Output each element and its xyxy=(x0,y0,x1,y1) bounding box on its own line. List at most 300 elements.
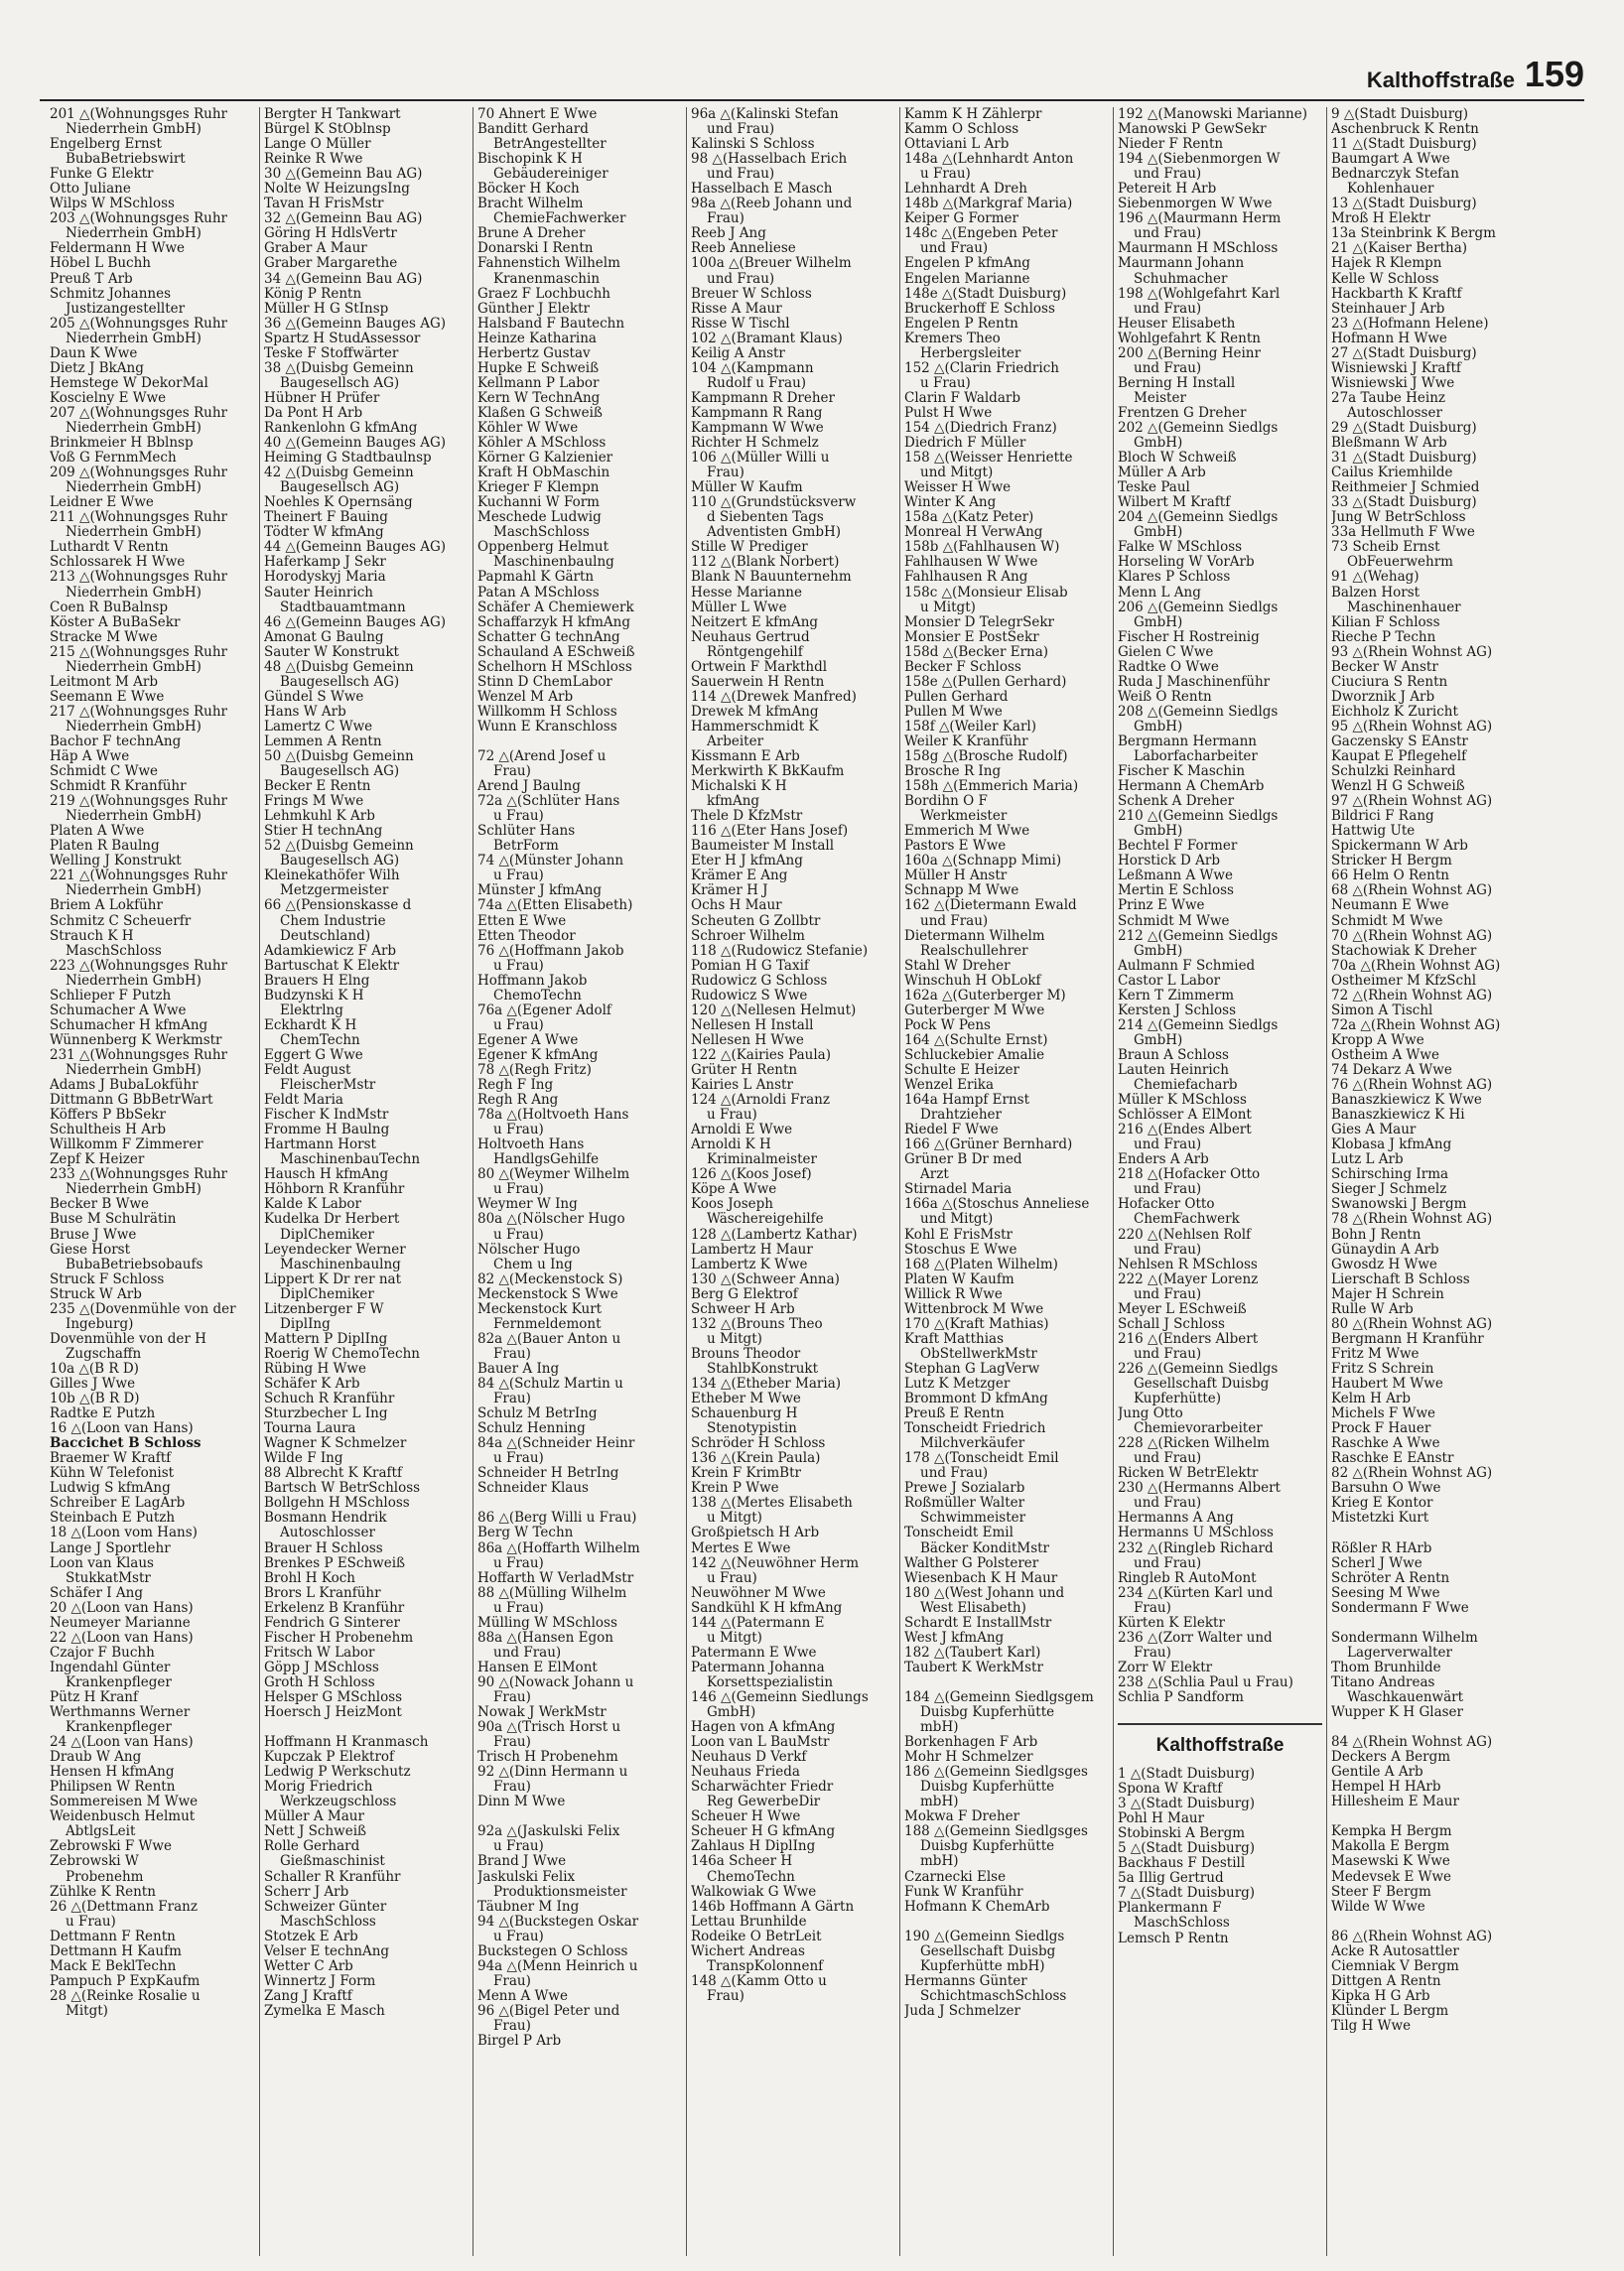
directory-entry: Metzgermeister xyxy=(280,883,389,899)
directory-entry: 206 △(Gemeinn Siedlgs xyxy=(1118,600,1279,615)
directory-entry: Donarski I Rentn xyxy=(477,241,594,257)
directory-entry: Baccichet B Schloss xyxy=(50,1436,202,1452)
directory-entry: Hoffarth W VerladMstr xyxy=(477,1570,634,1586)
directory-entry: Fahnenstich Wilhelm xyxy=(477,256,620,272)
directory-entry: Schäfer A Chemiewerk xyxy=(477,600,634,615)
directory-entry: Fendrich G Sinterer xyxy=(264,1615,400,1631)
directory-entry: Autoschlosser xyxy=(1347,405,1442,421)
directory-entry: ObFeuerwehrm xyxy=(1347,555,1453,571)
directory-entry: u Frau) xyxy=(493,1227,544,1243)
directory-entry: Reeb J Ang xyxy=(691,226,766,242)
directory-entry: und Frau) xyxy=(1134,360,1202,376)
directory-entry: Eggert G Wwe xyxy=(264,1047,363,1063)
directory-entry: Prock F Hauer xyxy=(1331,1421,1431,1437)
directory-entry: Petereit H Arb xyxy=(1118,182,1217,198)
directory-entry: Gilles J Wwe xyxy=(50,1376,136,1392)
directory-entry: 3 △(Stadt Duisburg) xyxy=(1118,1797,1256,1812)
directory-entry: 184 △(Gemeinn Siedlgsgem xyxy=(904,1689,1094,1705)
directory-entry: Kremers Theo xyxy=(904,331,1001,346)
directory-entry: ChemTechn xyxy=(280,1032,360,1048)
directory-entry: 84 △(Schulz Martin u xyxy=(477,1376,623,1392)
directory-entry: Mroß H Elektr xyxy=(1331,211,1430,227)
directory-entry: Kohl E FrisMstr xyxy=(904,1227,1013,1243)
directory-entry: Wunn E Kranschloss xyxy=(477,719,617,735)
directory-entry: Teske F Stoffwärter xyxy=(264,345,399,361)
directory-entry: Hackbarth K Kraftf xyxy=(1331,286,1462,302)
directory-entry: Wagner K Schmelzer xyxy=(264,1436,407,1452)
directory-entry: Thom Brunhilde xyxy=(1331,1660,1441,1675)
directory-entry: Duisbg Kupferhütte xyxy=(920,1839,1055,1855)
directory-entry: Graber A Maur xyxy=(264,241,367,257)
directory-entry: Zugschaffn xyxy=(66,1346,142,1362)
directory-entry: 235 △(Dovenmühle von der xyxy=(50,1301,236,1317)
directory-entry: Ingeburg) xyxy=(66,1316,134,1332)
directory-entry: 90a △(Trisch Horst u xyxy=(477,1720,621,1736)
directory-entry: Winter K Ang xyxy=(904,495,997,511)
directory-entry: Schlüter Hans xyxy=(477,824,576,840)
directory-entry: Bordihn O F xyxy=(904,794,988,810)
directory-entry: 126 △(Koos Josef) xyxy=(691,1167,812,1183)
directory-entry: Fritz S Schrein xyxy=(1331,1361,1434,1377)
directory-entry: Wetter C Arb xyxy=(264,1958,353,1974)
directory-entry: 230 △(Hermanns Albert xyxy=(1118,1481,1281,1497)
directory-entry: Tonscheidt Friedrich xyxy=(904,1421,1046,1437)
directory-entry: 74a △(Etten Elisabeth) xyxy=(477,898,633,914)
directory-entry: Mack E BeklTechn xyxy=(50,1958,177,1974)
directory-entry: 228 △(Ricken Wilhelm xyxy=(1118,1436,1270,1452)
directory-entry: Bauer A Ing xyxy=(477,1361,560,1377)
directory-entry: Krein P Wwe xyxy=(691,1481,779,1497)
directory-entry: DiplChemiker xyxy=(280,1286,374,1302)
directory-entry: Sandkühl K H kfmAng xyxy=(691,1600,843,1616)
directory-entry: Stephan G LagVerw xyxy=(904,1361,1040,1377)
directory-entry: Groth H Schloss xyxy=(264,1674,375,1690)
directory-entry: MaschSchloss xyxy=(493,525,590,541)
directory-entry: Brinkmeier H Bblnsp xyxy=(50,436,194,452)
directory-entry: Rieche P Techn xyxy=(1331,629,1436,645)
directory-entry: 68 △(Rhein Wohnst AG) xyxy=(1331,883,1493,899)
directory-entry: Steinbach E Putzh xyxy=(50,1511,176,1527)
directory-entry: Nellesen H Install xyxy=(691,1017,814,1033)
directory-entry: Frau) xyxy=(707,211,744,227)
directory-entry: Struck F Schloss xyxy=(50,1271,165,1287)
directory-entry: Luthardt V Rentn xyxy=(50,540,169,556)
directory-entry: 96a △(Kalinski Stefan xyxy=(691,107,839,122)
directory-entry: 238 △(Schlia Paul u Frau) xyxy=(1118,1674,1293,1690)
directory-entry: 116 △(Eter Hans Josef) xyxy=(691,824,849,840)
directory-entry: Engelen P kfmAng xyxy=(904,256,1030,272)
directory-entry: 90 △(Nowack Johann u xyxy=(477,1674,634,1690)
directory-entry: Ruda J Maschinenführ xyxy=(1118,674,1271,690)
directory-entry: 86 △(Berg Willi u Frau) xyxy=(477,1511,637,1527)
directory-entry: 234 △(Kürten Karl und xyxy=(1118,1585,1274,1601)
directory-entry: Fischer K Maschin xyxy=(1118,764,1246,780)
directory-entry: Schuch R Kranführ xyxy=(264,1392,395,1407)
directory-entry: Arnoldi E Wwe xyxy=(691,1123,793,1138)
directory-entry: 80 △(Weymer Wilhelm xyxy=(477,1167,630,1183)
directory-entry: Siebenmorgen W Wwe xyxy=(1118,197,1273,212)
directory-entry: Pullen M Wwe xyxy=(904,704,1003,720)
directory-entry: Welling J Konstrukt xyxy=(50,854,182,869)
directory-entry: 13a Steinbrink K Bergm xyxy=(1331,226,1496,242)
directory-column xyxy=(259,107,473,2256)
directory-entry: Kupferhütte mbH) xyxy=(920,1958,1045,1974)
directory-entry: Niederrhein GmbH) xyxy=(66,1063,202,1078)
directory-entry: Becker W Anstr xyxy=(1331,659,1438,675)
directory-entry: 221 △(Wohnungsges Ruhr xyxy=(50,868,228,884)
directory-entry: Dietz J BkAng xyxy=(50,360,144,376)
directory-entry: Dettmann F Rentn xyxy=(50,1929,176,1944)
directory-entry: Seesing M Wwe xyxy=(1331,1585,1440,1601)
directory-entry xyxy=(1331,1720,1536,1735)
directory-entry: 158 △(Weisser Henriette xyxy=(904,451,1073,467)
directory-entry: u Frau) xyxy=(707,1570,757,1586)
directory-entry: Helsper G MSchloss xyxy=(264,1689,403,1705)
directory-entry: Dovenmühle von der H xyxy=(50,1331,206,1347)
directory-entry: 100a △(Breuer Wilhelm xyxy=(691,256,852,272)
directory-entry: Nellesen H Wwe xyxy=(691,1032,804,1048)
directory-entry: Chem u Ing xyxy=(493,1257,573,1272)
directory-entry: 46 △(Gemeinn Bauges AG) xyxy=(264,614,446,630)
directory-entry: Horseling W VorArb xyxy=(1118,555,1255,571)
directory-entry: Nowak J WerkMstr xyxy=(477,1705,607,1721)
directory-entry: Scheuten G Zollbtr xyxy=(691,913,821,929)
directory-entry: Feldt August xyxy=(264,1063,351,1078)
directory-entry: Borkenhagen F Arb xyxy=(904,1735,1038,1751)
directory-entry: Münster J kfmAng xyxy=(477,883,603,899)
directory-entry: u Mitgt) xyxy=(707,1331,762,1347)
directory-entry: u Frau) xyxy=(493,1929,544,1944)
directory-entry: Bildrici F Rang xyxy=(1331,809,1434,825)
directory-entry: 76 △(Rhein Wohnst AG) xyxy=(1331,1078,1493,1094)
directory-entry: Horstick D Arb xyxy=(1118,854,1221,869)
directory-entry: Maschinenhauer xyxy=(1347,600,1461,615)
directory-entry: Maschinenbaulng xyxy=(280,1257,401,1272)
directory-entry: 22 △(Loon van Hans) xyxy=(50,1630,194,1646)
directory-entry: 136 △(Krein Paula) xyxy=(691,1451,821,1467)
directory-entry: u Frau) xyxy=(66,1914,116,1930)
directory-entry: Blank N Bauunternehm xyxy=(691,570,852,586)
directory-entry: GmbH) xyxy=(1134,1032,1183,1048)
directory-entry: MaschinenbauTechn xyxy=(280,1152,421,1168)
directory-entry: Adamkiewicz F Arb xyxy=(264,943,397,959)
directory-entry: Frau) xyxy=(493,1735,531,1751)
directory-entry: Frings M Wwe xyxy=(264,794,364,810)
directory-entry: Werkzeugschloss xyxy=(280,1795,397,1810)
directory-entry xyxy=(477,1496,682,1511)
directory-entry: Budzynski K H xyxy=(264,988,364,1003)
directory-entry: Horodyskyj Maria xyxy=(264,570,386,586)
directory-entry: Loon van Klaus xyxy=(50,1555,154,1571)
directory-entry: und Frau) xyxy=(493,1645,562,1661)
directory-entry: Wünnenberg K Werkmstr xyxy=(50,1032,222,1048)
directory-entry: Jung W BetrSchloss xyxy=(1331,510,1466,526)
directory-entry: Stirnadel Maria xyxy=(904,1182,1013,1198)
directory-entry: 70 △(Rhein Wohnst AG) xyxy=(1331,928,1493,944)
directory-entry: Göpp J MSchloss xyxy=(264,1660,379,1675)
directory-entry: 86a △(Hoffarth Wilhelm xyxy=(477,1540,640,1556)
directory-entry: Schlösser A ElMont xyxy=(1118,1108,1252,1124)
directory-entry: Hermanns Günter xyxy=(904,1973,1027,1989)
directory-entry: Keiper G Former xyxy=(904,211,1018,227)
directory-entry: Krieger F Klempn xyxy=(477,480,600,496)
directory-entry: Müller H G StInsp xyxy=(264,301,389,317)
directory-entry: Höbel L Buchh xyxy=(50,256,151,272)
directory-entry: Lange J Sportlehr xyxy=(50,1540,171,1556)
directory-entry: Frau) xyxy=(493,2019,531,2034)
directory-entry: Schluckebier Amalie xyxy=(904,1047,1045,1063)
directory-entry: 216 △(Enders Albert xyxy=(1118,1331,1259,1347)
directory-entry: 95 △(Rhein Wohnst AG) xyxy=(1331,719,1493,735)
directory-entry: Czajor F Buchh xyxy=(50,1645,155,1661)
directory-entry: Ottaviani L Arb xyxy=(904,137,1010,153)
directory-entry: Krieg E Kontor xyxy=(1331,1496,1433,1512)
directory-entry: Fischer H Rostreinig xyxy=(1118,629,1260,645)
directory-entry: Meckenstock Kurt xyxy=(477,1301,603,1317)
directory-entry: Theinert F Bauing xyxy=(264,510,388,526)
directory-entry: Chem Industrie xyxy=(280,913,386,929)
directory-entry: Ricken W BetrElektr xyxy=(1118,1466,1259,1482)
directory-entry: Zorr W Elektr xyxy=(1118,1660,1213,1675)
directory-entry: Rodeike O BetrLeit xyxy=(691,1929,822,1944)
directory-entry: Kropp A Wwe xyxy=(1331,1032,1424,1048)
directory-entry: 196 △(Maurmann Herm xyxy=(1118,211,1282,227)
directory-entry: 82a △(Bauer Anton u xyxy=(477,1331,621,1347)
directory-entry: 31 △(Stadt Duisburg) xyxy=(1331,451,1477,467)
directory-entry: 158e △(Pullen Gerhard) xyxy=(904,674,1067,690)
directory-entry: Wichert Andreas xyxy=(691,1943,805,1959)
directory-entry: Brors L Kranführ xyxy=(264,1585,381,1601)
directory-entry: Gebäudereiniger xyxy=(493,167,609,183)
directory-entry: Baugesellsch AG) xyxy=(280,764,400,780)
directory-entry: Kranenmaschin xyxy=(493,271,601,287)
directory-entry: Tilg H Wwe xyxy=(1331,2019,1412,2034)
directory-entry: Riedel F Wwe xyxy=(904,1123,999,1138)
directory-entry: 146a Scheer H xyxy=(691,1854,793,1870)
directory-entry: Koos Joseph xyxy=(691,1197,773,1213)
directory-entry: Müller L Wwe xyxy=(691,600,787,615)
directory-entry: Zahlaus H DiplIng xyxy=(691,1839,816,1855)
directory-entry: Korsettspezialistin xyxy=(707,1674,834,1690)
directory-entry: Czarnecki Else xyxy=(904,1869,1007,1885)
directory-entry: Patermann Johanna xyxy=(691,1660,825,1675)
directory-entry: Werkmeister xyxy=(920,809,1008,825)
directory-entry: Sondermann Wilhelm xyxy=(1331,1630,1478,1646)
directory-entry: Kern T Zimmerm xyxy=(1118,988,1234,1003)
directory-entry: Otto Juliane xyxy=(50,182,131,198)
directory-entry: Kuchanni W Form xyxy=(477,495,600,511)
directory-entry: Ingendahl Günter xyxy=(50,1660,171,1675)
directory-entry: Frau) xyxy=(1134,1645,1171,1661)
directory-entry: 186 △(Gemeinn Siedlgsges xyxy=(904,1765,1088,1781)
directory-entry: Lutz L Arb xyxy=(1331,1152,1404,1168)
directory-entry: Frau) xyxy=(1134,1600,1171,1616)
directory-entry: Wisniewski J Kraftf xyxy=(1331,360,1461,376)
directory-entry: König P Rentn xyxy=(264,286,362,302)
directory-entry: Mokwa F Dreher xyxy=(904,1809,1020,1825)
directory-entry: 10a △(B R D) xyxy=(50,1361,139,1377)
directory-entry: 78 △(Rhein Wohnst AG) xyxy=(1331,1212,1493,1228)
directory-entry: Eter H J kfmAng xyxy=(691,854,803,869)
directory-entry: Wilde F Ing xyxy=(264,1451,343,1467)
directory-entry: Bartuschat K Elektr xyxy=(264,958,400,974)
directory-entry: Schröter A Rentn xyxy=(1331,1570,1450,1586)
directory-entry: 122 △(Kairies Paula) xyxy=(691,1047,831,1063)
directory-entry: Sturzbecher L Ing xyxy=(264,1406,388,1422)
directory-entry: Coen R BuBalnsp xyxy=(50,600,169,615)
directory-entry: Steinhauer J Arb xyxy=(1331,301,1445,317)
directory-entry: Schmitz C Scheuerfr xyxy=(50,913,192,929)
directory-entry: Chemiefacharb xyxy=(1134,1078,1238,1094)
directory-entry: 102 △(Bramant Klaus) xyxy=(691,331,843,346)
directory-entry: Kamm O Schloss xyxy=(904,122,1019,138)
directory-entry: u Mitgt) xyxy=(707,1630,762,1646)
directory-entry: Köffers P BbSekr xyxy=(50,1108,166,1124)
directory-entry: 40 △(Gemeinn Bauges AG) xyxy=(264,436,446,452)
directory-entry: Kürten K Elektr xyxy=(1118,1615,1225,1631)
directory-entry: Waschkauenwärt xyxy=(1347,1689,1464,1705)
directory-entry: Radtke O Wwe xyxy=(1118,659,1219,675)
directory-entry: Winschuh H ObLokf xyxy=(904,973,1041,989)
directory-entry: u Frau) xyxy=(493,868,544,884)
directory-entry: Fromme H Baulng xyxy=(264,1123,390,1138)
directory-entry: Kampmann R Dreher xyxy=(691,390,835,406)
directory-entry: Niederrhein GmbH) xyxy=(66,585,202,601)
directory-entry: Gaczensky S EAnstr xyxy=(1331,734,1468,749)
directory-entry: 190 △(Gemeinn Siedlgs xyxy=(904,1929,1065,1944)
directory-entry: Keilig A Anstr xyxy=(691,345,785,361)
directory-entry: 93 △(Rhein Wohnst AG) xyxy=(1331,644,1493,660)
directory-entry: Majer H Schrein xyxy=(1331,1286,1444,1302)
directory-entry: Wilps W MSchloss xyxy=(50,197,175,212)
directory-entry: 73 Scheib Ernst xyxy=(1331,540,1440,556)
directory-entry: 205 △(Wohnungsges Ruhr xyxy=(50,316,228,332)
directory-entry: Schwimmeister xyxy=(920,1511,1026,1527)
directory-entry: u Frau) xyxy=(493,1555,544,1571)
directory-entry: Zebrowski W xyxy=(50,1854,139,1870)
directory-entry: Scherr J Arb xyxy=(264,1884,349,1900)
directory-entry: Kissmann E Arb xyxy=(691,749,800,765)
directory-entry: Arnoldi K H xyxy=(691,1137,771,1153)
directory-entry: Weisser H Wwe xyxy=(904,480,1012,496)
directory-entry: Medevsek E Wwe xyxy=(1331,1869,1452,1885)
directory-entry: Becker F Schloss xyxy=(904,659,1021,675)
directory-entry: und Frau) xyxy=(1134,1242,1202,1258)
directory-entry xyxy=(477,735,682,749)
directory-entry: 88 Albrecht K Kraftf xyxy=(264,1466,402,1482)
directory-entry: 226 △(Gemeinn Siedlgs xyxy=(1118,1361,1279,1377)
directory-entry: Sauter W Konstrukt xyxy=(264,644,399,660)
directory-entry: Fischer H Probenehm xyxy=(264,1630,414,1646)
directory-entry: Schmidt R Kranführ xyxy=(50,779,187,795)
directory-entry: und Frau) xyxy=(1134,1182,1202,1198)
directory-entry: Wupper K H Glaser xyxy=(1331,1705,1464,1721)
directory-entry: Brosche R Ing xyxy=(904,764,1002,780)
directory-entry: BetrForm xyxy=(493,839,559,855)
directory-entry: Kupczak P Elektrof xyxy=(264,1750,395,1766)
directory-entry: Banaszkiewicz K Hi xyxy=(1331,1108,1465,1124)
directory-entry: Kleinekathöfer Wilh xyxy=(264,868,400,884)
directory-entry: BubaBetriebsobaufs xyxy=(66,1257,203,1272)
directory-entry: GmbH) xyxy=(707,1705,756,1721)
directory-entry: Risse A Maur xyxy=(691,301,782,317)
directory-entry: Prinz E Wwe xyxy=(1118,898,1205,914)
directory-entry: 166 △(Grüner Bernhard) xyxy=(904,1137,1073,1153)
directory-entry: Bosmann Hendrik xyxy=(264,1511,387,1527)
directory-entry: 207 △(Wohnungsges Ruhr xyxy=(50,405,228,421)
directory-entry: Menn L Ang xyxy=(1118,585,1201,601)
directory-entry: Klobasa J kfmAng xyxy=(1331,1137,1452,1153)
directory-entry: Winnertz J Form xyxy=(264,1973,376,1989)
directory-entry: und Frau) xyxy=(707,167,775,183)
directory-entry: AbtlgsLeit xyxy=(66,1824,136,1840)
directory-entry: 182 △(Taubert Karl) xyxy=(904,1645,1041,1661)
directory-entry: Engelberg Ernst xyxy=(50,137,162,153)
directory-entry: Pampuch P ExpKaufm xyxy=(50,1973,201,1989)
directory-entry: Brohl H Koch xyxy=(264,1570,355,1586)
directory-entry: Dittmann G BbBetrWart xyxy=(50,1093,213,1109)
directory-entry: Menn A Wwe xyxy=(477,1988,568,2004)
directory-entry: Niederrhein GmbH) xyxy=(66,480,202,496)
directory-entry: Frau) xyxy=(707,1988,744,2004)
directory-entry: Ciuciura S Rentn xyxy=(1331,674,1448,690)
directory-entry: MaschSchloss xyxy=(66,943,162,959)
directory-entry: 164a Hampf Ernst xyxy=(904,1093,1030,1109)
directory-entry: GmbH) xyxy=(1134,614,1183,630)
directory-entry: Schulz Henning xyxy=(477,1421,586,1437)
directory-entry: Niederrhein GmbH) xyxy=(66,973,202,989)
directory-entry: 158b △(Fahlhausen W) xyxy=(904,540,1060,556)
directory-entry: Niederrhein GmbH) xyxy=(66,122,202,138)
directory-entry: Ringleb R AutoMont xyxy=(1118,1570,1257,1586)
directory-entry: 194 △(Siebenmorgen W xyxy=(1118,152,1281,168)
directory-entry: Velser E technAng xyxy=(264,1943,390,1959)
directory-entry xyxy=(904,1915,1109,1930)
directory-entry: Acke R Autosattler xyxy=(1331,1943,1459,1959)
directory-entry: 92 △(Dinn Hermann u xyxy=(477,1765,628,1781)
directory-entry: Sieger J Schmelz xyxy=(1331,1182,1447,1198)
directory-entry: 211 △(Wohnungsges Ruhr xyxy=(50,510,228,526)
directory-entry: 13 △(Stadt Duisburg) xyxy=(1331,197,1477,212)
directory-entry: und Frau) xyxy=(1134,1555,1202,1571)
directory-entry: Balzen Horst xyxy=(1331,585,1421,601)
directory-entry: Niederrhein GmbH) xyxy=(66,331,202,346)
directory-entry: GmbH) xyxy=(1134,943,1183,959)
directory-entry: mbH) xyxy=(920,1795,959,1810)
directory-entry: Halsband F Bautechn xyxy=(477,316,625,332)
directory-entry: u Frau) xyxy=(493,1123,544,1138)
directory-entry: 11 △(Stadt Duisburg) xyxy=(1331,137,1477,153)
directory-entry: Brand J Wwe xyxy=(477,1854,567,1870)
directory-entry: Niederrhein GmbH) xyxy=(66,226,202,242)
directory-entry: 27a Taube Heinz xyxy=(1331,390,1446,406)
directory-entry: und Frau) xyxy=(1134,1496,1202,1512)
directory-entry: Plankermann F xyxy=(1118,1901,1222,1917)
directory-entry: 160a △(Schnapp Mimi) xyxy=(904,854,1062,869)
directory-entry: Stinn D ChemLabor xyxy=(477,674,612,690)
directory-entry: Hoffmann H Kranmasch xyxy=(264,1735,429,1751)
directory-entry: 218 △(Hofacker Otto xyxy=(1118,1167,1261,1183)
directory-entry: Baugesellsch AG) xyxy=(280,674,400,690)
directory-entry: GmbH) xyxy=(1134,719,1183,735)
directory-entry: Feldermann H Wwe xyxy=(50,241,186,257)
directory-entry: Engelen Marianne xyxy=(904,271,1030,287)
directory-entry: Cailus Kriemhilde xyxy=(1331,466,1453,481)
directory-entry: Mertes E Wwe xyxy=(691,1540,791,1556)
directory-entry: Lamertz C Wwe xyxy=(264,719,373,735)
directory-entry: Kalde K Labor xyxy=(264,1197,361,1213)
directory-entry: d Siebenten Tags xyxy=(707,510,824,526)
